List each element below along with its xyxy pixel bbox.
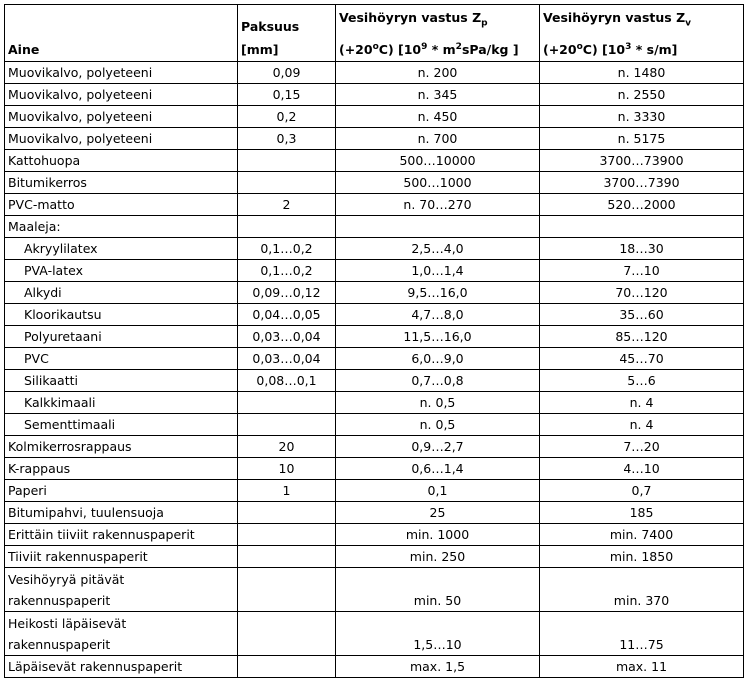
- cell-paksuus-text: 0,1…0,2: [260, 241, 313, 256]
- cell-zv: [540, 304, 744, 326]
- cell-aine: [5, 260, 238, 282]
- cell-zp-text: max. 1,5: [409, 659, 466, 674]
- cell-zv-text: 35…60: [619, 307, 664, 322]
- header-zp: Vesihöyryn vastus $Z_p$ $(+20^oC)$ [$10^9 * m^2sPa/kg$ ]: [336, 5, 540, 62]
- cell-zv: [540, 260, 744, 282]
- cell-zp: [336, 238, 540, 260]
- cell-aine-text: Bitumipahvi, tuulensuoja: [8, 505, 164, 520]
- cell-aine: [5, 304, 238, 326]
- cell-zp-text: 6,0…9,0: [411, 351, 464, 366]
- cell-paksuus-text: 0,03…0,04: [252, 329, 321, 344]
- cell-paksuus: [238, 238, 336, 260]
- cell-aine-text: Muovikalvo, polyeteeni: [8, 131, 153, 146]
- cell-zp: [336, 612, 540, 656]
- cell-zv: [540, 524, 744, 546]
- cell-zv-text: 4…10: [623, 461, 660, 476]
- cell-zv-text: 7…10: [623, 263, 660, 278]
- cell-zp: [336, 304, 540, 326]
- cell-zp: [336, 502, 540, 524]
- cell-aine-text: Paperi: [8, 483, 47, 498]
- cell-paksuus: [238, 568, 336, 612]
- cell-zv: [540, 458, 744, 480]
- cell-paksuus: [238, 128, 336, 150]
- cell-zv: [540, 414, 744, 436]
- cell-paksuus: [238, 392, 336, 414]
- cell-zp-text: n. 700: [417, 131, 458, 146]
- cell-zv-text: 45…70: [619, 351, 664, 366]
- cell-zp: [336, 216, 540, 238]
- cell-paksuus: [238, 216, 336, 238]
- cell-aine: [5, 194, 238, 216]
- cell-zp-text: n. 200: [417, 65, 458, 80]
- cell-aine-text: K-rappaus: [8, 461, 71, 476]
- cell-zv-text: 520…2000: [607, 197, 676, 212]
- cell-zv-text: min. 7400: [609, 527, 674, 542]
- cell-zv: [540, 348, 744, 370]
- cell-zv: [540, 128, 744, 150]
- cell-zv: [540, 194, 744, 216]
- cell-paksuus: [238, 524, 336, 546]
- table-row: [5, 128, 744, 150]
- cell-paksuus: [238, 546, 336, 568]
- cell-zp-text: 2,5…4,0: [411, 241, 464, 256]
- cell-zp-text: 500…1000: [403, 175, 472, 190]
- cell-zv: [540, 238, 744, 260]
- cell-zp: [336, 414, 540, 436]
- cell-zp-text: 0,9…2,7: [411, 439, 464, 454]
- cell-paksuus: [238, 326, 336, 348]
- cell-aine-text: Tiiviit rakennuspaperit: [8, 549, 148, 564]
- cell-aine: [5, 480, 238, 502]
- cell-paksuus-text: 20: [278, 439, 295, 454]
- cell-paksuus-text: 0,08…0,1: [256, 373, 317, 388]
- cell-zv-text: 3700…7390: [603, 175, 680, 190]
- table-row: [5, 62, 744, 84]
- cell-zp-text: 25: [429, 505, 446, 520]
- table-row: [5, 304, 744, 326]
- cell-aine: [5, 282, 238, 304]
- cell-aine: [5, 436, 238, 458]
- cell-paksuus-text: 10: [278, 461, 295, 476]
- cell-paksuus: [238, 348, 336, 370]
- cell-aine: [5, 370, 238, 392]
- cell-paksuus-text: 0,09…0,12: [252, 285, 321, 300]
- cell-zv: [540, 502, 744, 524]
- header-paksuus: Paksuus [mm]: [238, 5, 336, 62]
- cell-paksuus: [238, 480, 336, 502]
- cell-paksuus: [238, 612, 336, 656]
- table-row: [5, 392, 744, 414]
- table-row: [5, 84, 744, 106]
- cell-aine-text: PVC-matto: [8, 197, 75, 212]
- cell-aine-text: Sementtimaali: [24, 417, 116, 432]
- cell-aine: [5, 216, 238, 238]
- cell-zp: [336, 458, 540, 480]
- vapour-resistance-table: [4, 4, 744, 678]
- header-zv: Vesihöyryn vastus $Z_v$ $(+20^oC)$ $[10^3 * s/m]$: [540, 5, 744, 62]
- cell-aine-text: Kalkkimaali: [24, 395, 96, 410]
- cell-zp-text: n. 70…270: [403, 197, 472, 212]
- cell-paksuus: [238, 194, 336, 216]
- cell-zv: [540, 436, 744, 458]
- cell-zp-text: n. 450: [417, 109, 458, 124]
- cell-zp: [336, 128, 540, 150]
- cell-aine: [5, 656, 238, 678]
- cell-aine-text: Heikosti läpäisevät rakennuspaperit: [8, 616, 127, 652]
- cell-zv: [540, 546, 744, 568]
- cell-aine-text: Bitumikerros: [8, 175, 87, 190]
- cell-paksuus: [238, 84, 336, 106]
- cell-aine: [5, 414, 238, 436]
- table-body: [5, 62, 744, 678]
- table-row: [5, 436, 744, 458]
- cell-aine-text: Polyuretaani: [24, 329, 102, 344]
- cell-paksuus: [238, 656, 336, 678]
- cell-aine: [5, 62, 238, 84]
- cell-aine-text: Läpäisevät rakennuspaperit: [8, 659, 183, 674]
- cell-paksuus: [238, 282, 336, 304]
- table-row: [5, 106, 744, 128]
- cell-zv: [540, 282, 744, 304]
- cell-paksuus-text: 0,04…0,05: [252, 307, 321, 322]
- cell-aine: [5, 84, 238, 106]
- cell-aine: [5, 150, 238, 172]
- cell-zv-text: min. 370: [613, 593, 670, 608]
- header-aine: Aine: [5, 5, 238, 62]
- cell-aine: [5, 502, 238, 524]
- cell-paksuus-text: 2: [282, 197, 291, 212]
- cell-zv: [540, 326, 744, 348]
- cell-zv-text: min. 1850: [609, 549, 674, 564]
- cell-paksuus: [238, 414, 336, 436]
- cell-zp-text: 0,1: [427, 483, 448, 498]
- cell-zv: [540, 656, 744, 678]
- cell-zp: [336, 172, 540, 194]
- cell-aine-text: Kattohuopa: [8, 153, 81, 168]
- cell-zv-text: 0,7: [631, 483, 652, 498]
- cell-zp: [336, 436, 540, 458]
- table-row: [5, 480, 744, 502]
- cell-aine: [5, 172, 238, 194]
- cell-zv: [540, 172, 744, 194]
- table-row: [5, 612, 744, 656]
- cell-aine: [5, 392, 238, 414]
- cell-aine: [5, 128, 238, 150]
- cell-aine: [5, 568, 238, 612]
- cell-aine-text: Kolmikerrosrappaus: [8, 439, 132, 454]
- table-row: [5, 282, 744, 304]
- cell-zv: [540, 568, 744, 612]
- cell-zp: [336, 282, 540, 304]
- cell-aine-text: PVA-latex: [24, 263, 83, 278]
- cell-zv-text: 185: [629, 505, 654, 520]
- cell-paksuus: [238, 62, 336, 84]
- table-row: [5, 238, 744, 260]
- cell-aine-text: Kloorikautsu: [24, 307, 102, 322]
- cell-zv-text: 70…120: [615, 285, 668, 300]
- cell-aine-text: Akryylilatex: [24, 241, 98, 256]
- cell-zp-text: min. 1000: [405, 527, 470, 542]
- cell-zp: [336, 524, 540, 546]
- cell-zv: [540, 106, 744, 128]
- cell-zv: [540, 612, 744, 656]
- cell-zv: [540, 392, 744, 414]
- cell-zv-text: 5…6: [627, 373, 656, 388]
- cell-aine: [5, 326, 238, 348]
- cell-zv-text: n. 1480: [617, 65, 666, 80]
- cell-zp-text: n. 0,5: [419, 417, 456, 432]
- cell-zv-text: n. 4: [629, 395, 654, 410]
- cell-zp: [336, 260, 540, 282]
- cell-aine: [5, 524, 238, 546]
- table-row: [5, 326, 744, 348]
- cell-zv-text: max. 11: [615, 659, 668, 674]
- cell-zp-text: 11,5…16,0: [403, 329, 472, 344]
- table-row: [5, 458, 744, 480]
- cell-paksuus: [238, 304, 336, 326]
- cell-aine-text: Maaleja:: [8, 219, 61, 234]
- cell-aine-text: Muovikalvo, polyeteeni: [8, 109, 153, 124]
- cell-aine: [5, 458, 238, 480]
- table-row: [5, 414, 744, 436]
- cell-zv: [540, 370, 744, 392]
- header-row: [5, 5, 744, 62]
- cell-paksuus: [238, 370, 336, 392]
- cell-zv-text: 11…75: [619, 637, 664, 652]
- cell-aine-text: Muovikalvo, polyeteeni: [8, 87, 153, 102]
- cell-aine-text: PVC: [24, 351, 49, 366]
- cell-zp-text: min. 250: [409, 549, 466, 564]
- cell-zp: [336, 106, 540, 128]
- cell-paksuus-text: 0,15: [272, 87, 301, 102]
- table-row: [5, 656, 744, 678]
- table-row: [5, 194, 744, 216]
- cell-zp-text: 1,0…1,4: [411, 263, 464, 278]
- cell-zp-text: 9,5…16,0: [407, 285, 468, 300]
- cell-zp-text: 0,6…1,4: [411, 461, 464, 476]
- cell-zv-text: 85…120: [615, 329, 668, 344]
- cell-zp: [336, 326, 540, 348]
- cell-zp-text: n. 0,5: [419, 395, 456, 410]
- cell-zv-text: 7…20: [623, 439, 660, 454]
- cell-paksuus-text: 1: [282, 483, 291, 498]
- cell-zv: [540, 150, 744, 172]
- cell-paksuus-text: 0,3: [276, 131, 297, 146]
- cell-paksuus: [238, 150, 336, 172]
- cell-paksuus-text: 0,1…0,2: [260, 263, 313, 278]
- cell-paksuus: [238, 106, 336, 128]
- cell-zp-text: 4,7…8,0: [411, 307, 464, 322]
- cell-zp-text: 1,5…10: [413, 637, 462, 652]
- cell-zv-text: n. 2550: [617, 87, 666, 102]
- cell-zp-text: min. 50: [413, 593, 462, 608]
- cell-zv: [540, 216, 744, 238]
- cell-aine-text: Erittäin tiiviit rakennuspaperit: [8, 527, 195, 542]
- cell-zv-text: 18…30: [619, 241, 664, 256]
- cell-zp-text: 0,7…0,8: [411, 373, 464, 388]
- cell-aine: [5, 612, 238, 656]
- table-row: [5, 568, 744, 612]
- cell-aine: [5, 348, 238, 370]
- table-row: [5, 502, 744, 524]
- cell-aine: [5, 106, 238, 128]
- table-row: [5, 348, 744, 370]
- cell-paksuus: [238, 172, 336, 194]
- cell-aine-text: Silikaatti: [24, 373, 78, 388]
- table-row: [5, 370, 744, 392]
- cell-zp: [336, 370, 540, 392]
- cell-zp: [336, 568, 540, 612]
- cell-zp: [336, 348, 540, 370]
- cell-zp-text: n. 345: [417, 87, 458, 102]
- cell-zp: [336, 84, 540, 106]
- cell-zv-text: 3700…73900: [599, 153, 684, 168]
- cell-zp: [336, 480, 540, 502]
- table-row: [5, 150, 744, 172]
- table-row: [5, 216, 744, 238]
- cell-aine-text: Muovikalvo, polyeteeni: [8, 65, 153, 80]
- cell-paksuus-text: 0,03…0,04: [252, 351, 321, 366]
- cell-paksuus: [238, 436, 336, 458]
- cell-zp: [336, 150, 540, 172]
- cell-zp: [336, 546, 540, 568]
- table-row: [5, 172, 744, 194]
- cell-paksuus-text: 0,09: [272, 65, 301, 80]
- table-row: [5, 546, 744, 568]
- cell-zp: [336, 656, 540, 678]
- cell-paksuus: [238, 502, 336, 524]
- cell-zv: [540, 84, 744, 106]
- cell-paksuus: [238, 260, 336, 282]
- cell-zp: [336, 194, 540, 216]
- cell-aine: [5, 546, 238, 568]
- cell-zp: [336, 392, 540, 414]
- cell-paksuus: [238, 458, 336, 480]
- cell-aine: [5, 238, 238, 260]
- cell-aine-text: Vesihöyryä pitävät rakennuspaperit: [8, 572, 125, 608]
- cell-zv-text: n. 4: [629, 417, 654, 432]
- cell-aine-text: Alkydi: [24, 285, 62, 300]
- cell-zv: [540, 62, 744, 84]
- table-row: [5, 524, 744, 546]
- cell-zp-text: 500…10000: [399, 153, 476, 168]
- cell-zv-text: n. 3330: [617, 109, 666, 124]
- cell-zv: [540, 480, 744, 502]
- cell-zv-text: n. 5175: [617, 131, 666, 146]
- cell-zp: [336, 62, 540, 84]
- table-row: [5, 260, 744, 282]
- cell-paksuus-text: 0,2: [276, 109, 297, 124]
